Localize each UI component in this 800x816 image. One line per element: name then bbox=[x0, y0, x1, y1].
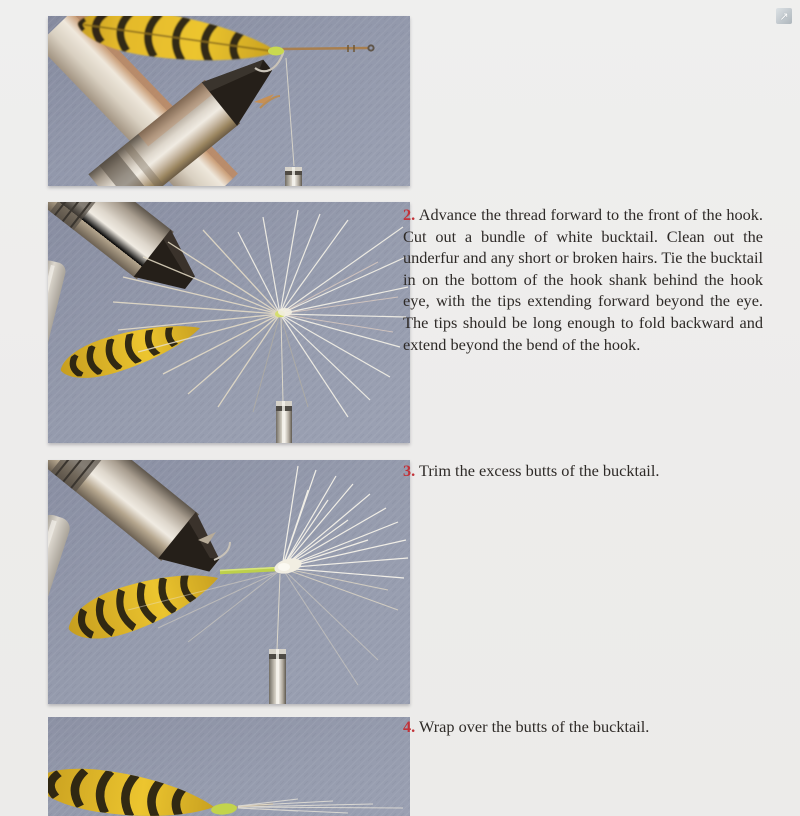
bobbin-tube bbox=[276, 401, 292, 443]
step-4-body: Wrap over the butts of the bucktail. bbox=[419, 717, 650, 736]
expand-icon-glyph: ↗ bbox=[779, 9, 789, 23]
photo-step-4 bbox=[48, 717, 410, 816]
photo-step-3 bbox=[48, 460, 410, 704]
step-4-text bbox=[403, 716, 763, 738]
hook-shank bbox=[282, 48, 368, 49]
photo-step-2-image bbox=[48, 202, 410, 443]
bobbin-tube bbox=[285, 167, 302, 186]
step-2-number: 2. bbox=[403, 205, 416, 224]
photo-step-3-image bbox=[48, 460, 410, 704]
photo-step-4-image bbox=[48, 717, 410, 816]
expand-icon[interactable] bbox=[776, 8, 792, 24]
step-3-number: 3. bbox=[403, 461, 416, 480]
thread-wrap bbox=[268, 47, 284, 56]
photo-step-1-image bbox=[48, 16, 410, 186]
bobbin-tube bbox=[269, 649, 286, 704]
step-3-body: Trim the excess butts of the bucktail. bbox=[419, 461, 660, 480]
photo-step-2 bbox=[48, 202, 410, 443]
step-4-number: 4. bbox=[403, 717, 416, 736]
step-2-text bbox=[403, 204, 763, 355]
step-2-body: Advance the thread forward to the front of the hook. Cut out a bundle of white bucktail. Clean out the underfur and any short or broken hairs. Tie the bucktail in on the bottom of the hook shank behind the hook eye, with the tips extending forward beyond the eye. The tips should be long enough to fold backward and extend beyond the bend of the hook. bbox=[403, 205, 763, 354]
step-3-text bbox=[403, 460, 763, 482]
photo-step-1 bbox=[48, 16, 410, 186]
